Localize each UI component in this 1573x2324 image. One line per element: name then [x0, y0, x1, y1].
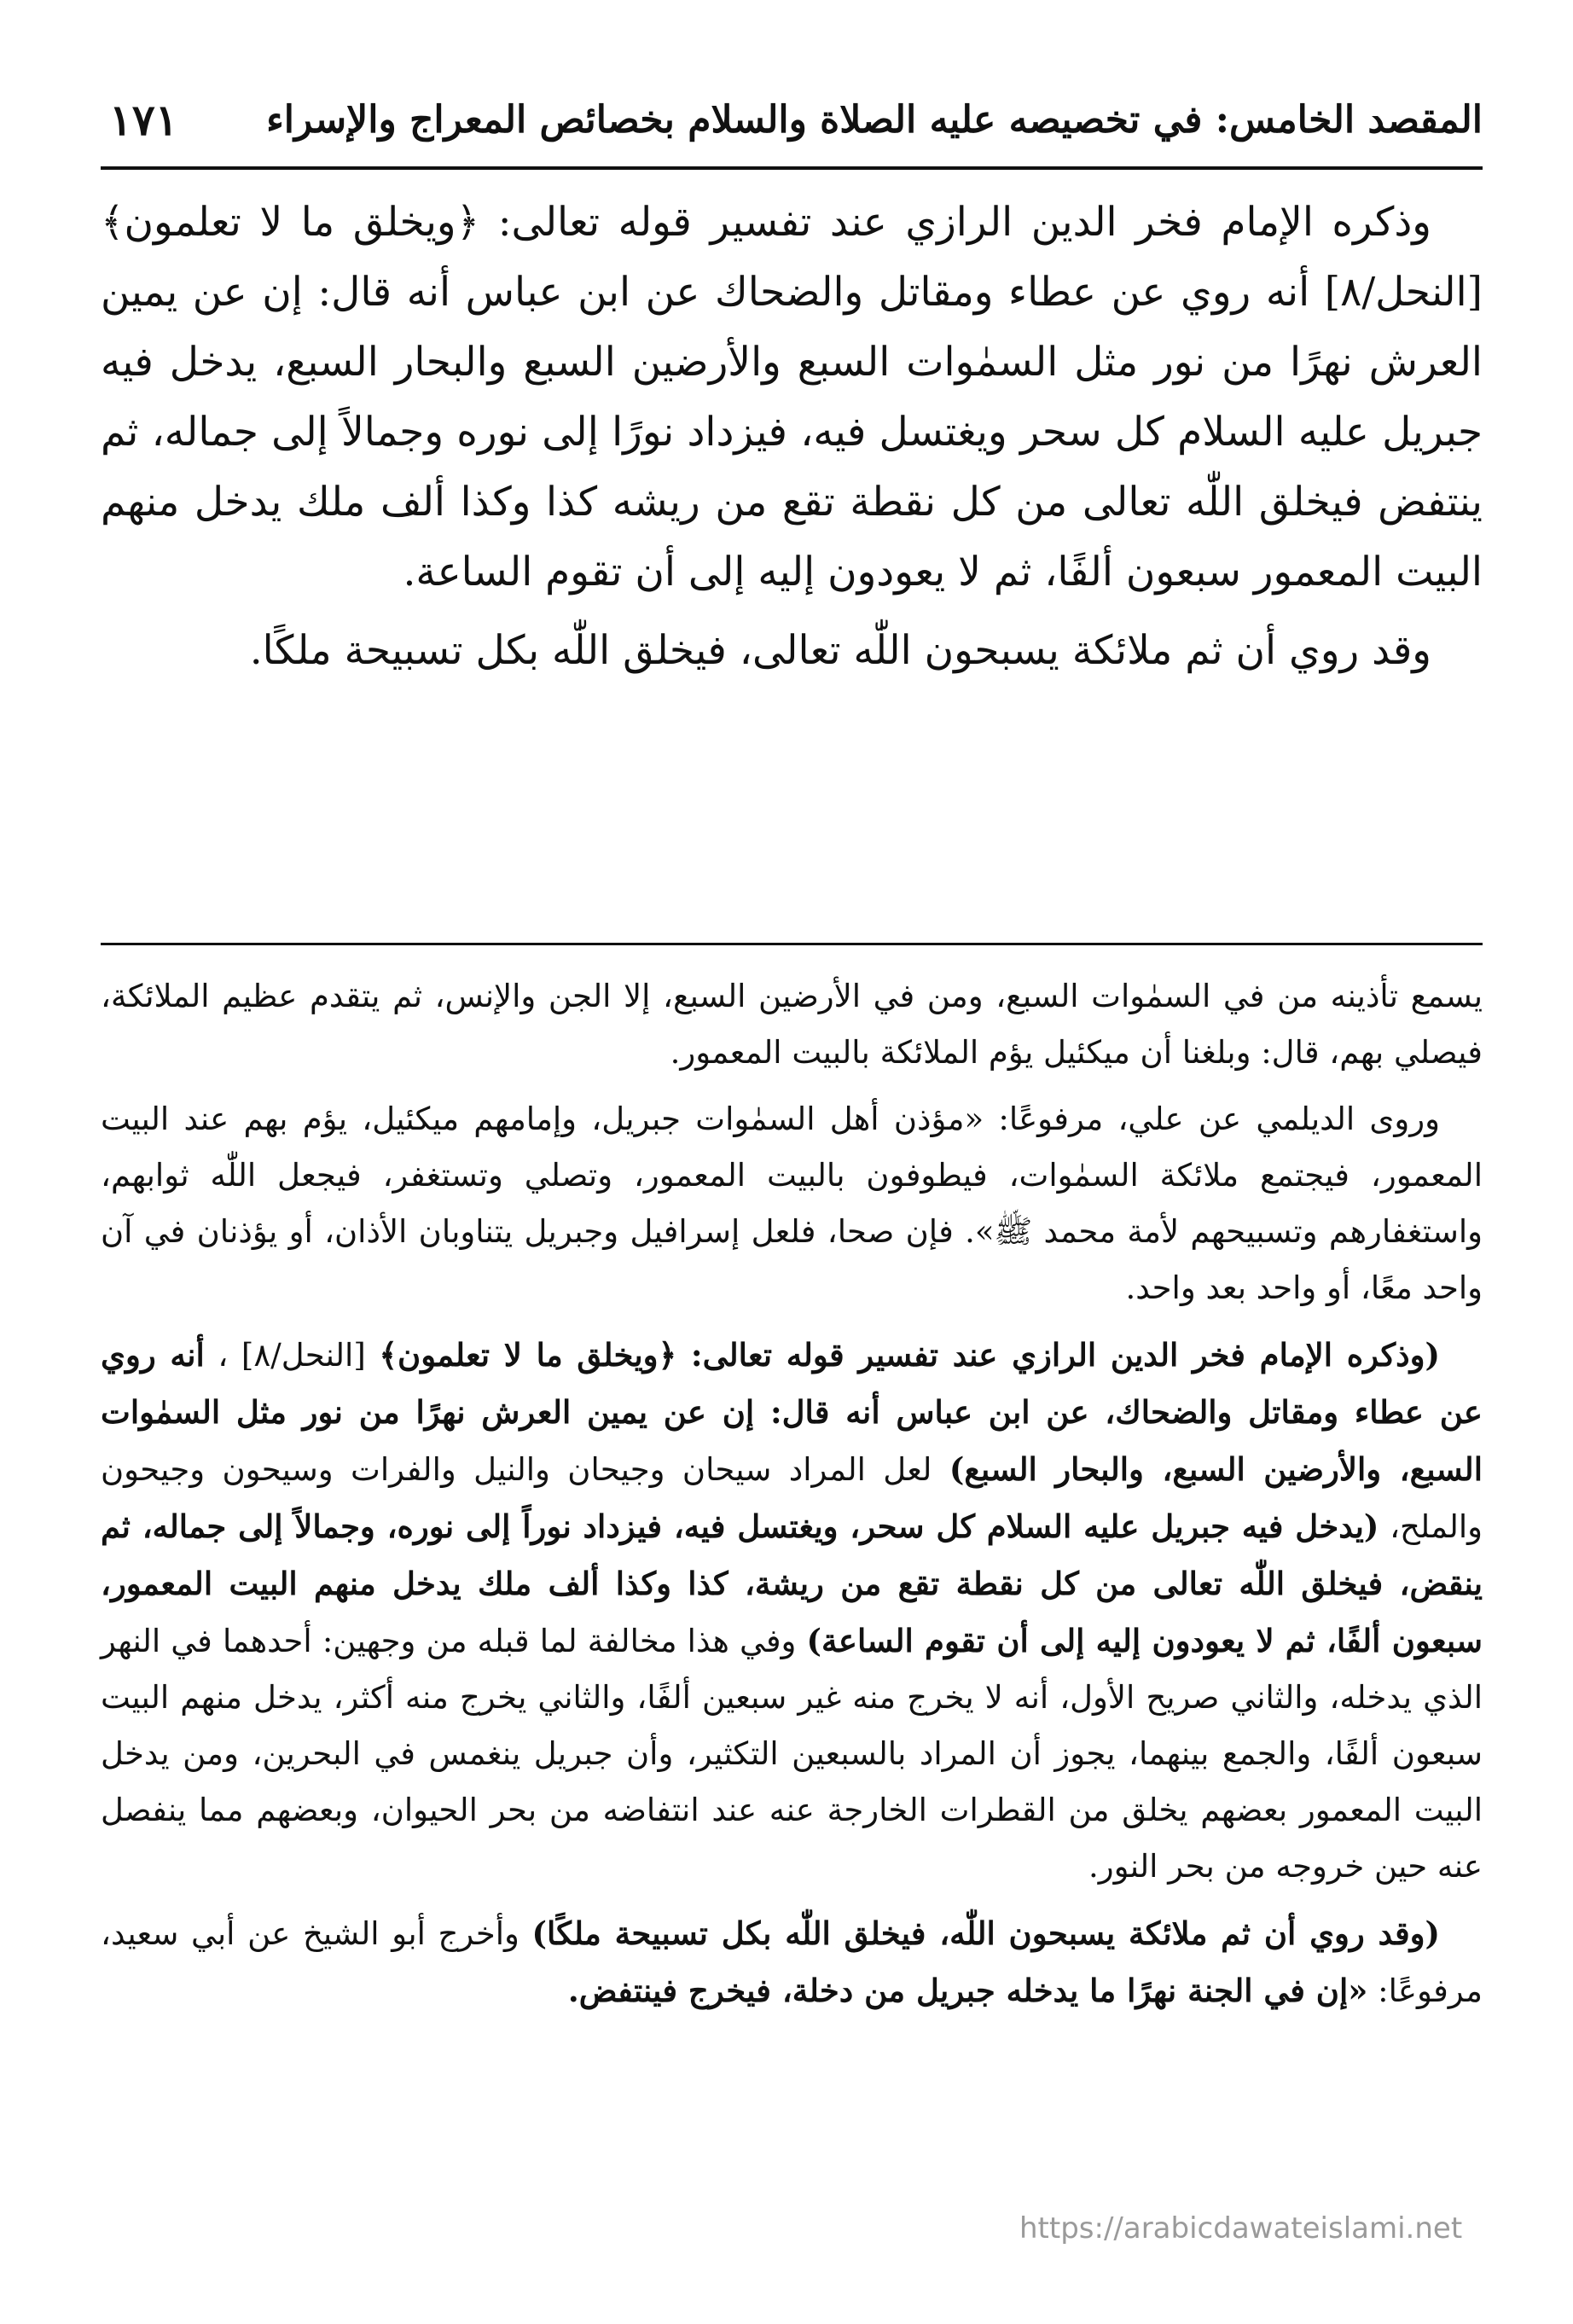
commentary-text: وأخرج أبو الشيخ عن أبي سعيد، مرفوعًا:: [101, 1915, 1483, 2009]
book-page: [101, 81, 1483, 2282]
quoted-text: «إن في الجنة نهرًا ما يدخله جبريل من دخلة، فيخرج فينتفض.: [567, 1972, 1368, 2009]
main-paragraph-2: وقد روي أن ثم ملائكة يسبحون اللّٰه تعالى، فيخلق اللّٰه بكل تسبيحة ملكًا.: [249, 627, 1431, 674]
running-title: المقصد الخامس: في تخصيصه عليه الصلاة والسلام بخصائص المعراج والإسراء: [266, 97, 1483, 142]
page-number: ١٧١: [109, 94, 178, 145]
footnote-divider: [101, 943, 1483, 945]
footnotes: [101, 968, 1483, 2019]
commentary-text: لعل المراد سيحان وجيحان والنيل والفرات وسيحون وجيحون والملح،: [101, 1451, 1483, 1545]
quoted-text: أنه روي عن عطاء ومقاتل والضحاك، عن ابن عباس أنه قال: إن عن يمين العرش نهرًا من نور مثل السمٰوات السبع، والأرضين السبع، والبحار السبع): [101, 1336, 1483, 1488]
quoted-text: (وقد روي أن ثم ملائكة يسبحون اللّٰه، فيخلق اللّٰه بكل تسبيحة ملكًا): [531, 1914, 1441, 1952]
main-text: [101, 188, 1483, 686]
footnote-paragraph-2: وروى الديلمي عن علي، مرفوعًا: «مؤذن أهل السمٰوات جبريل، وإمامهم ميكئيل، يؤم بهم عند البيت المعمور، فيجتمع ملائكة السمٰوات، فيطوفون بالبيت المعمور، وتصلي وتستغفر، فيجعل اللّٰه ثوابهم، واستغفارهم وتسبيحهم لأمة محمد ﷺ». فإن صحا، فلعل إسرافيل وجبريل يتناوبان الأذان، أو يؤذنان في آن واحد معًا، أو واحد بعد واحد.: [101, 1101, 1483, 1306]
commentary-text: وفي هذا مخالفة لما قبله من وجهين: أحدهما في النهر الذي يدخله، والثاني صريح الأول، أنه لا يخرج منه غير سبعين ألفًا، والثاني يخرج منه أكثر، يدخل منهم البيت سبعون ألفًا، والجمع بينهما، يجوز أن المراد بالسبعين التكثير، وأن جبريل ينغمس في البحرين، ومن يدخل البيت المعمور بعضهم يخلق من القطرات الخارجة عنه عند انتفاضه من بحر الحيوان، وبعضهم مما ينفصل عنه حين خروجه من بحر النور.: [101, 1623, 1483, 1885]
page-header: [101, 81, 1483, 158]
header-divider: [101, 166, 1483, 170]
watermark-url: https://arabicdawateislami.net: [1019, 2211, 1463, 2246]
footnote-paragraph-4: [101, 1905, 1483, 2019]
quoted-text: (يدخل فيه جبريل عليه السلام كل سحر، ويغتسل فيه، فيزداد نوراً إلى نوره، وجمالاً إلى جماله، ثم ينقض، فيخلق اللّٰه تعالى من كل نقطة تقع من ريشة، كذا وكذا ألف ملك يدخل منهم البيت المعمور، سبعون ألفًا، ثم لا يعودون إليه إلى أن تقوم الساعة): [101, 1508, 1483, 1659]
footnote-paragraph-3: [101, 1327, 1483, 1895]
quoted-text: (وذكره الإمام فخر الدين الرازي عند تفسير قوله تعالى: ﴿ويخلق ما لا تعلمون﴾: [379, 1336, 1441, 1374]
footnote-paragraph-1: يسمع تأذينه من في السمٰوات السبع، ومن في الأرضين السبع، إلا الجن والإنس، ثم يتقدم عظيم الملائكة، فيصلي بهم، قال: وبلغنا أن ميكئيل يؤم الملائكة بالبيت المعمور.: [101, 978, 1483, 1071]
main-paragraph-1: وذكره الإمام فخر الدين الرازي عند تفسير قوله تعالى: ﴿ويخلق ما لا تعلمون﴾ [النحل/٨] أنه روي عن عطاء ومقاتل والضحاك عن ابن عباس أنه قال: إن عن يمين العرش نهرًا من نور مثل السمٰوات السبع والأرضين السبع والبحار السبع، يدخل فيه جبريل عليه السلام كل سحر ويغتسل فيه، فيزداد نورًا إلى نوره وجمالاً إلى جماله، ثم ينتفض فيخلق اللّٰه تعالى من كل نقطة تقع من ريشه كذا وكذا ألف ملك يدخل منهم البيت المعمور سبعون ألفًا، ثم لا يعودون إليه إلى أن تقوم الساعة.: [101, 199, 1483, 596]
citation: [النحل/٨] ،: [218, 1337, 366, 1374]
